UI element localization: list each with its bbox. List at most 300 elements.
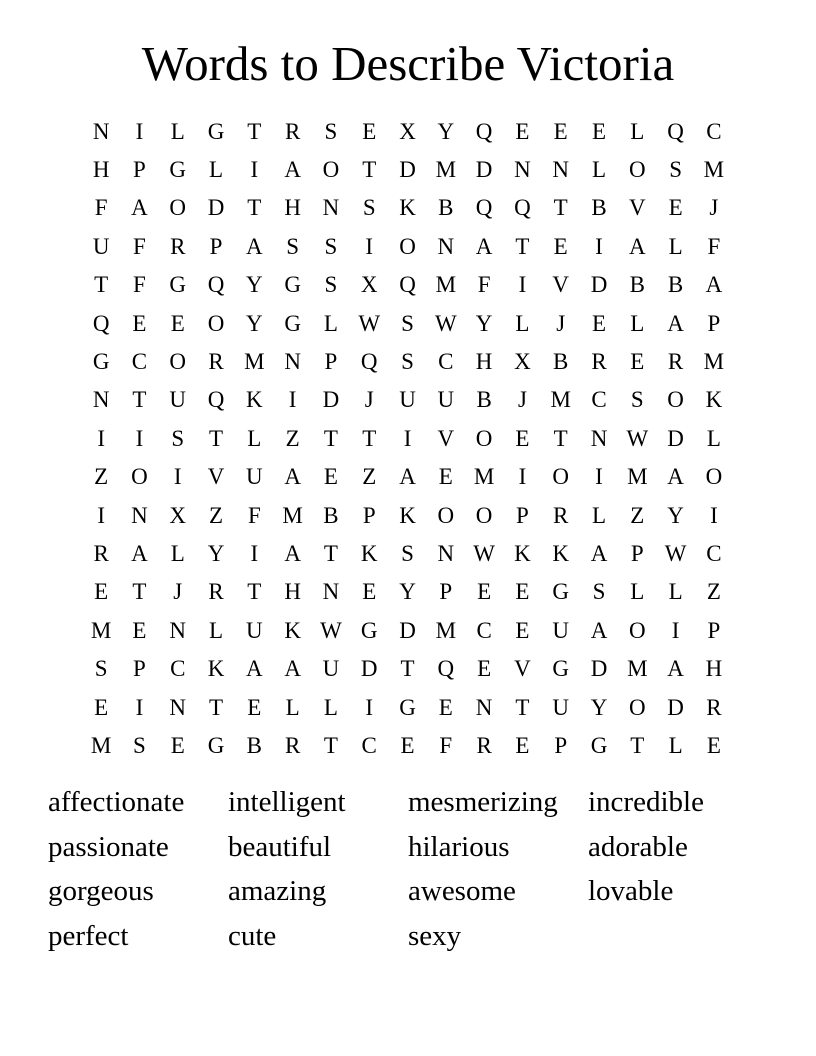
- grid-letter: C: [706, 540, 722, 566]
- grid-letter: S: [401, 349, 414, 375]
- grid-letter: G: [169, 272, 187, 298]
- grid-letter: A: [475, 233, 493, 259]
- grid-letter: V: [514, 656, 531, 682]
- grid-letter: F: [247, 502, 261, 528]
- grid-letter: W: [320, 617, 342, 643]
- grid-letter: O: [667, 387, 684, 413]
- grid-letter: Z: [285, 425, 300, 451]
- page-title: Words to Describe Victoria: [141, 36, 675, 91]
- grid-letter: Q: [207, 387, 225, 413]
- grid-letter: Z: [630, 502, 645, 528]
- grid-letter: E: [668, 195, 683, 221]
- grid-letter: R: [284, 732, 301, 758]
- grid-letter: L: [209, 617, 224, 643]
- grid-letter: I: [173, 464, 182, 490]
- grid-letter: D: [475, 157, 493, 183]
- grid-letter: S: [362, 195, 376, 221]
- grid-letter: A: [667, 656, 684, 682]
- grid-letter: O: [475, 425, 493, 451]
- grid-letter: E: [630, 349, 645, 375]
- grid-letter: L: [630, 310, 645, 336]
- grid-letter: A: [590, 617, 608, 643]
- grid-letter: T: [362, 157, 377, 183]
- grid-letter: G: [552, 656, 570, 682]
- grid-letter: G: [590, 732, 608, 758]
- grid-letter: Y: [667, 502, 684, 528]
- grid-letter: L: [323, 694, 338, 720]
- grid-letter: C: [476, 617, 492, 643]
- grid-letter: E: [323, 464, 338, 490]
- grid-letter: R: [591, 349, 607, 375]
- grid-letter: G: [92, 349, 110, 375]
- grid-letter: P: [209, 233, 223, 259]
- grid-letter: P: [707, 617, 721, 643]
- grid-letter: F: [477, 272, 491, 298]
- grid-letter: G: [284, 272, 301, 298]
- grid-letter: G: [207, 118, 225, 144]
- grid-letter: X: [399, 118, 416, 144]
- grid-letter: I: [288, 387, 297, 413]
- grid-letter: R: [667, 349, 684, 375]
- grid-letter: I: [403, 425, 412, 451]
- word-list-item: passionate: [48, 830, 169, 863]
- grid-letter: E: [362, 118, 377, 144]
- grid-letter: E: [706, 732, 721, 758]
- grid-letter: M: [627, 656, 648, 682]
- grid-letter: Y: [590, 694, 608, 720]
- grid-letter: V: [628, 195, 646, 221]
- grid-letter: P: [133, 656, 146, 682]
- grid-letter: Q: [514, 195, 531, 221]
- grid-letter: E: [94, 579, 109, 605]
- grid-letter: A: [628, 233, 646, 259]
- grid-letter: Z: [706, 579, 721, 605]
- grid-letter: O: [169, 195, 187, 221]
- letter-grid: [82, 112, 733, 765]
- grid-letter: L: [323, 310, 338, 336]
- grid-letter: T: [553, 425, 568, 451]
- word-list-item: lovable: [588, 875, 674, 907]
- grid-letter: L: [668, 579, 683, 605]
- word-list-item: adorable: [588, 830, 688, 863]
- grid-letter: S: [592, 579, 606, 605]
- grid-letter: D: [399, 157, 416, 183]
- grid-letter: L: [209, 157, 224, 183]
- grid-letter: L: [285, 694, 300, 720]
- grid-letter: G: [360, 617, 378, 643]
- grid-letter: C: [591, 387, 607, 413]
- grid-letter: I: [135, 694, 144, 720]
- word-list-item: mesmerizing: [408, 786, 558, 818]
- grid-letter: N: [322, 195, 340, 221]
- grid-letter: D: [667, 694, 684, 720]
- grid-letter: R: [93, 540, 109, 566]
- grid-letter: A: [131, 195, 148, 221]
- grid-letter: Q: [475, 118, 493, 144]
- grid-letter: P: [554, 732, 568, 758]
- grid-letter: N: [552, 157, 570, 183]
- grid-letter: A: [246, 233, 263, 259]
- grid-letter: O: [475, 502, 493, 528]
- grid-letter: S: [324, 118, 338, 144]
- grid-letter: M: [550, 387, 571, 413]
- grid-letter: R: [553, 502, 569, 528]
- grid-letter: A: [590, 540, 608, 566]
- grid-letter: D: [207, 195, 225, 221]
- grid-letter: K: [360, 540, 378, 566]
- grid-letter: H: [92, 157, 110, 183]
- grid-letter: V: [552, 272, 570, 298]
- grid-letter: F: [133, 272, 146, 298]
- grid-letter: C: [361, 732, 377, 758]
- grid-letter: N: [437, 233, 455, 259]
- grid-letter: S: [324, 233, 338, 259]
- grid-letter: Q: [399, 272, 416, 298]
- grid-letter: O: [552, 464, 570, 490]
- grid-letter: N: [169, 694, 187, 720]
- grid-letter: T: [362, 425, 377, 451]
- grid-letter: K: [705, 387, 723, 413]
- grid-letter: A: [284, 540, 301, 566]
- grid-letter: A: [667, 310, 684, 336]
- grid-letter: I: [595, 464, 603, 490]
- grid-letter: Z: [94, 464, 109, 490]
- grid-letter: D: [590, 656, 608, 682]
- grid-letter: I: [365, 694, 374, 720]
- grid-letter: B: [323, 502, 339, 528]
- grid-letter: E: [515, 732, 530, 758]
- word-list-item: amazing: [228, 875, 327, 907]
- grid-letter: E: [132, 617, 147, 643]
- grid-letter: D: [322, 387, 340, 413]
- grid-letter: S: [630, 387, 644, 413]
- grid-letter: L: [668, 233, 683, 259]
- grid-letter: O: [628, 694, 646, 720]
- grid-letter: J: [173, 579, 183, 605]
- grid-letter: B: [553, 349, 569, 375]
- grid-letter: G: [399, 694, 416, 720]
- grid-letter: N: [92, 387, 110, 413]
- word-list-item: intelligent: [228, 786, 346, 818]
- grid-letter: K: [514, 540, 531, 566]
- grid-letter: L: [515, 310, 530, 336]
- grid-letter: I: [518, 272, 527, 298]
- grid-letter: Y: [475, 310, 493, 336]
- grid-letter: N: [284, 349, 301, 375]
- grid-letter: J: [556, 310, 566, 336]
- grid-letter: O: [169, 349, 187, 375]
- grid-letter: T: [132, 579, 147, 605]
- grid-letter: S: [286, 233, 300, 259]
- grid-letter: E: [477, 656, 492, 682]
- grid-letter: T: [323, 425, 338, 451]
- grid-letter: G: [207, 732, 225, 758]
- grid-letter: T: [323, 540, 338, 566]
- grid-letter: J: [364, 387, 374, 413]
- grid-letter: N: [475, 694, 493, 720]
- grid-letter: S: [401, 310, 414, 336]
- grid-letter: M: [90, 732, 112, 758]
- grid-letter: P: [516, 502, 529, 528]
- grid-letter: T: [323, 732, 338, 758]
- grid-letter: K: [207, 656, 225, 682]
- grid-letter: N: [131, 502, 148, 528]
- grid-letter: B: [246, 732, 262, 758]
- grid-letter: O: [399, 233, 416, 259]
- grid-letter: H: [284, 195, 301, 221]
- grid-letter: Q: [360, 349, 378, 375]
- grid-letter: I: [671, 617, 680, 643]
- grid-letter: W: [664, 540, 687, 566]
- grid-letter: Q: [475, 195, 493, 221]
- grid-letter: E: [515, 118, 530, 144]
- grid-letter: C: [438, 349, 454, 375]
- grid-letter: D: [590, 272, 608, 298]
- grid-letter: Z: [362, 464, 377, 490]
- grid-letter: L: [591, 157, 607, 183]
- grid-letter: D: [667, 425, 684, 451]
- grid-letter: K: [246, 387, 263, 413]
- grid-letter: F: [133, 233, 146, 259]
- grid-letter: N: [322, 579, 340, 605]
- grid-letter: T: [247, 118, 262, 144]
- grid-letter: I: [518, 464, 527, 490]
- grid-letter: X: [514, 349, 531, 375]
- grid-letter: L: [591, 502, 607, 528]
- grid-letter: J: [709, 195, 719, 221]
- grid-letter: U: [437, 387, 455, 413]
- grid-letter: I: [97, 502, 105, 528]
- word-list-item: cute: [228, 919, 277, 952]
- grid-letter: W: [358, 310, 381, 336]
- grid-letter: I: [135, 425, 144, 451]
- grid-letter: E: [247, 694, 262, 720]
- grid-letter: I: [365, 233, 374, 259]
- grid-letter: X: [169, 502, 187, 528]
- grid-letter: E: [94, 694, 109, 720]
- grid-letter: E: [515, 425, 530, 451]
- grid-letter: M: [703, 157, 725, 183]
- grid-letter: B: [667, 272, 684, 298]
- grid-letter: I: [595, 233, 603, 259]
- grid-letter: W: [626, 425, 649, 451]
- grid-letter: O: [322, 157, 340, 183]
- grid-letter: L: [170, 540, 185, 566]
- grid-letter: H: [284, 579, 301, 605]
- grid-letter: P: [362, 502, 376, 528]
- word-list-item: perfect: [48, 919, 129, 952]
- grid-letter: N: [92, 118, 110, 144]
- grid-letter: W: [434, 310, 457, 336]
- grid-letter: I: [135, 118, 144, 144]
- grid-letter: T: [400, 656, 415, 682]
- grid-letter: T: [247, 579, 262, 605]
- grid-letter: T: [132, 387, 147, 413]
- grid-letter: A: [246, 656, 263, 682]
- grid-letter: E: [591, 118, 607, 144]
- grid-letter: X: [360, 272, 378, 298]
- grid-letter: D: [399, 617, 416, 643]
- grid-letter: O: [437, 502, 455, 528]
- grid-letter: F: [439, 732, 453, 758]
- grid-letter: A: [284, 157, 301, 183]
- grid-letter: G: [169, 157, 187, 183]
- grid-letter: U: [246, 464, 263, 490]
- grid-letter: Y: [246, 272, 263, 298]
- grid-letter: E: [400, 732, 415, 758]
- grid-letter: A: [284, 656, 301, 682]
- grid-letter: D: [360, 656, 378, 682]
- grid-letter: W: [473, 540, 495, 566]
- grid-letter: C: [170, 656, 186, 682]
- grid-letter: R: [208, 349, 224, 375]
- grid-letter: J: [517, 387, 527, 413]
- grid-letter: H: [705, 656, 723, 682]
- grid-letter: E: [170, 732, 185, 758]
- grid-letter: I: [250, 157, 259, 183]
- word-list-item: hilarious: [408, 830, 510, 863]
- grid-letter: M: [435, 272, 457, 298]
- grid-letter: T: [630, 732, 645, 758]
- word-list-item: beautiful: [228, 830, 332, 863]
- grid-letter: P: [439, 579, 453, 605]
- grid-letter: H: [475, 349, 493, 375]
- grid-letter: S: [94, 656, 108, 682]
- grid-letter: I: [250, 540, 259, 566]
- grid-letter: R: [208, 579, 224, 605]
- grid-letter: E: [362, 579, 377, 605]
- grid-letter: L: [630, 579, 645, 605]
- grid-letter: U: [246, 617, 263, 643]
- grid-letter: R: [170, 233, 186, 259]
- grid-letter: S: [171, 425, 185, 451]
- grid-letter: U: [399, 387, 416, 413]
- grid-letter: T: [247, 195, 262, 221]
- grid-letter: R: [706, 694, 722, 720]
- grid-letter: G: [284, 310, 301, 336]
- grid-letter: S: [133, 732, 146, 758]
- word-list-item: sexy: [408, 919, 462, 952]
- grid-letter: N: [590, 425, 608, 451]
- grid-letter: Q: [207, 272, 225, 298]
- grid-letter: G: [552, 579, 570, 605]
- grid-letter: T: [94, 272, 109, 298]
- grid-letter: P: [707, 310, 721, 336]
- grid-letter: O: [705, 464, 723, 490]
- grid-letter: M: [703, 349, 725, 375]
- grid-letter: E: [438, 694, 453, 720]
- grid-letter: E: [591, 310, 607, 336]
- grid-letter: Y: [207, 540, 225, 566]
- grid-letter: A: [131, 540, 148, 566]
- grid-letter: Y: [246, 310, 263, 336]
- grid-letter: M: [90, 617, 112, 643]
- grid-letter: S: [401, 540, 414, 566]
- grid-letter: V: [207, 464, 225, 490]
- grid-letter: E: [477, 579, 492, 605]
- grid-letter: R: [284, 118, 301, 144]
- grid-letter: F: [94, 195, 108, 221]
- grid-letter: A: [667, 464, 684, 490]
- grid-letter: I: [710, 502, 718, 528]
- grid-letter: M: [627, 464, 648, 490]
- grid-letter: P: [630, 540, 644, 566]
- grid-letter: E: [553, 118, 568, 144]
- grid-letter: Q: [667, 118, 684, 144]
- grid-letter: K: [399, 502, 416, 528]
- grid-letter: O: [207, 310, 225, 336]
- grid-letter: K: [552, 540, 570, 566]
- grid-letter: B: [438, 195, 454, 221]
- word-list-item: affectionate: [48, 786, 185, 818]
- grid-letter: E: [515, 617, 530, 643]
- grid-letter: L: [706, 425, 721, 451]
- grid-letter: C: [131, 349, 148, 375]
- grid-letter: S: [324, 272, 338, 298]
- grid-letter: F: [707, 233, 721, 259]
- grid-letter: S: [669, 157, 682, 183]
- grid-letter: C: [706, 118, 722, 144]
- grid-letter: A: [399, 464, 416, 490]
- grid-letter: N: [514, 157, 531, 183]
- grid-letter: M: [435, 617, 457, 643]
- grid-letter: N: [169, 617, 187, 643]
- grid-letter: L: [630, 118, 645, 144]
- grid-letter: Q: [437, 656, 455, 682]
- grid-letter: K: [399, 195, 416, 221]
- word-list-item: gorgeous: [48, 875, 154, 907]
- grid-letter: E: [553, 233, 568, 259]
- grid-letter: M: [473, 464, 495, 490]
- grid-letter: U: [552, 617, 570, 643]
- grid-letter: A: [284, 464, 301, 490]
- grid-letter: Z: [209, 502, 224, 528]
- grid-letter: I: [97, 425, 105, 451]
- grid-letter: B: [629, 272, 645, 298]
- word-list-item: awesome: [408, 875, 516, 907]
- grid-letter: U: [169, 387, 187, 413]
- grid-letter: E: [170, 310, 185, 336]
- grid-letter: O: [628, 157, 646, 183]
- grid-letter: M: [435, 157, 457, 183]
- grid-letter: Y: [437, 118, 455, 144]
- grid-letter: T: [515, 233, 530, 259]
- grid-letter: M: [282, 502, 303, 528]
- grid-letter: Y: [399, 579, 416, 605]
- grid-letter: B: [476, 387, 492, 413]
- grid-letter: L: [247, 425, 262, 451]
- grid-letter: O: [628, 617, 646, 643]
- grid-letter: U: [552, 694, 570, 720]
- grid-letter: R: [476, 732, 492, 758]
- grid-letter: E: [132, 310, 147, 336]
- grid-letter: O: [131, 464, 148, 490]
- grid-letter: L: [170, 118, 185, 144]
- grid-letter: U: [322, 656, 340, 682]
- grid-letter: T: [209, 425, 224, 451]
- grid-letter: B: [591, 195, 607, 221]
- grid-letter: N: [437, 540, 455, 566]
- grid-letter: E: [515, 579, 530, 605]
- grid-letter: M: [244, 349, 265, 375]
- grid-letter: P: [324, 349, 338, 375]
- grid-letter: T: [209, 694, 224, 720]
- grid-letter: E: [438, 464, 453, 490]
- grid-letter: K: [284, 617, 301, 643]
- grid-letter: Q: [92, 310, 110, 336]
- grid-letter: L: [668, 732, 683, 758]
- grid-letter: U: [92, 233, 110, 259]
